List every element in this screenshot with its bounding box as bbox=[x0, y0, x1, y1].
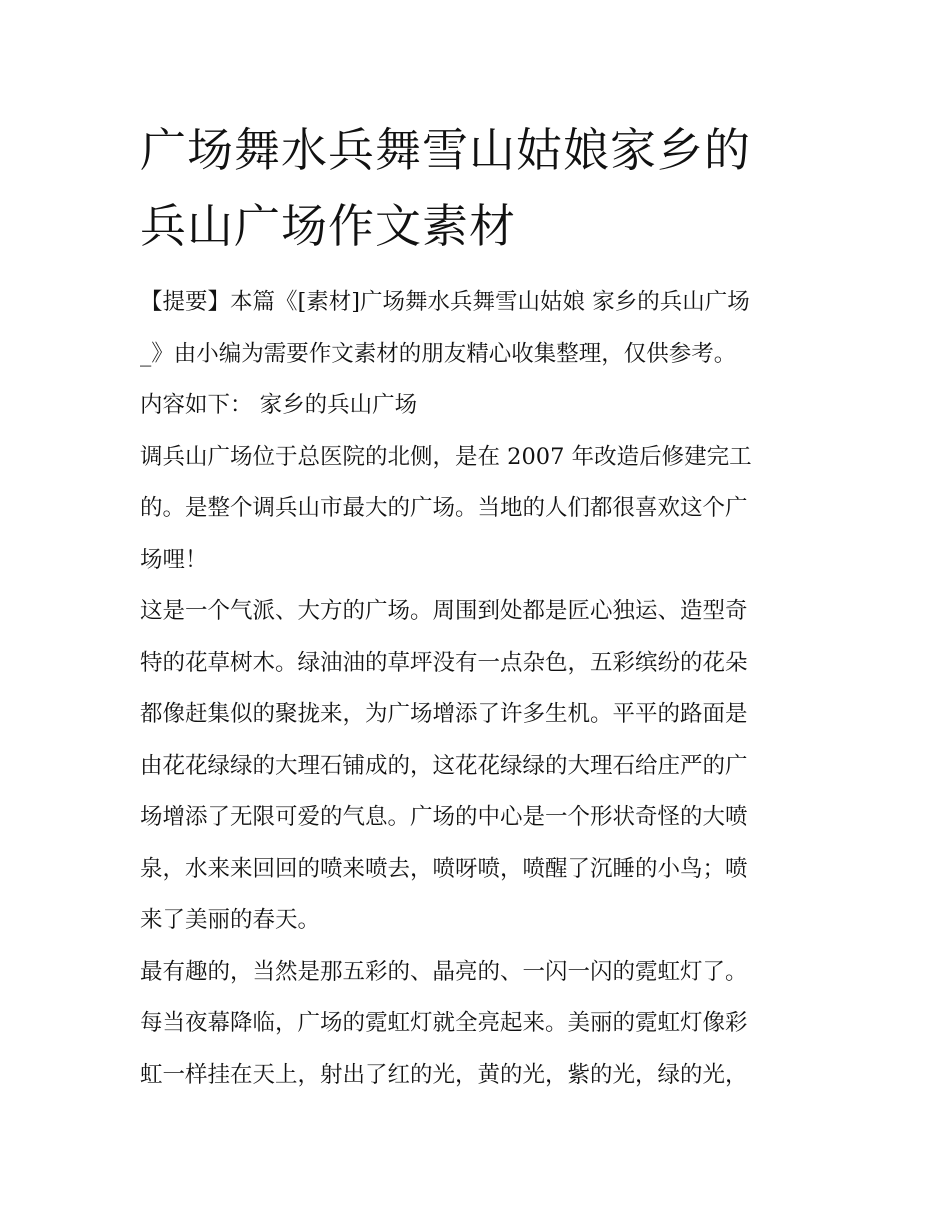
body-text-line: 来了美丽的春天。 bbox=[140, 907, 321, 933]
title-line: 兵山广场作文素材 bbox=[140, 199, 516, 253]
body-text-line: 特的花草树木。绿油油的草坪没有一点杂色，五彩缤纷的花朵 bbox=[140, 649, 748, 676]
body-text-line: 虹一样挂在天上，射出了红的光，黄的光，紫的光，绿的光， bbox=[140, 1061, 748, 1088]
body-text-line: 调兵山广场位于总医院的北侧，是在 2007 年改造后修建完工 bbox=[140, 443, 752, 470]
body-text-line: 这是一个气派、大方的广场。周围到处都是匠心独运、造型奇 bbox=[140, 598, 748, 624]
body-text-line: 都像赶集似的聚拢来，为广场增添了许多生机。平平的路面是 bbox=[140, 701, 748, 727]
body-text-line: 由花花绿绿的大理石铺成的，这花花绿绿的大理石给庄严的广 bbox=[140, 752, 748, 779]
body-text-line: 场增添了无限可爱的气息。广场的中心是一个形状奇怪的大喷 bbox=[140, 804, 748, 830]
document-title bbox=[140, 112, 820, 264]
body-text-line: 内容如下： 家乡的兵山广场 bbox=[140, 392, 418, 418]
summary-line: 【提要】本篇《[素材]广场舞水兵舞雪山姑娘 家乡的兵山广场 bbox=[140, 289, 750, 315]
body-text-line: 泉，水来来回回的喷来喷去，喷呀喷，喷醒了沉睡的小鸟；喷 bbox=[140, 855, 748, 882]
title-line: 广场舞水兵舞雪山姑娘家乡的 bbox=[140, 123, 751, 177]
body-text-line: 的。是整个调兵山市最大的广场。当地的人们都很喜欢这个广 bbox=[140, 495, 748, 521]
body-text-line: 最有趣的，当然是那五彩的、晶亮的、一闪一闪的霓虹灯了。 bbox=[140, 958, 748, 985]
body-text-line: 每当夜幕降临，广场的霓虹灯就全亮起来。美丽的霓虹灯像彩 bbox=[140, 1010, 748, 1036]
document-body bbox=[140, 280, 820, 1104]
body-text-line: 场哩！ bbox=[140, 546, 208, 573]
summary-line: _》由小编为需要作文素材的朋友精心收集整理，仅供参考。 bbox=[140, 340, 737, 367]
